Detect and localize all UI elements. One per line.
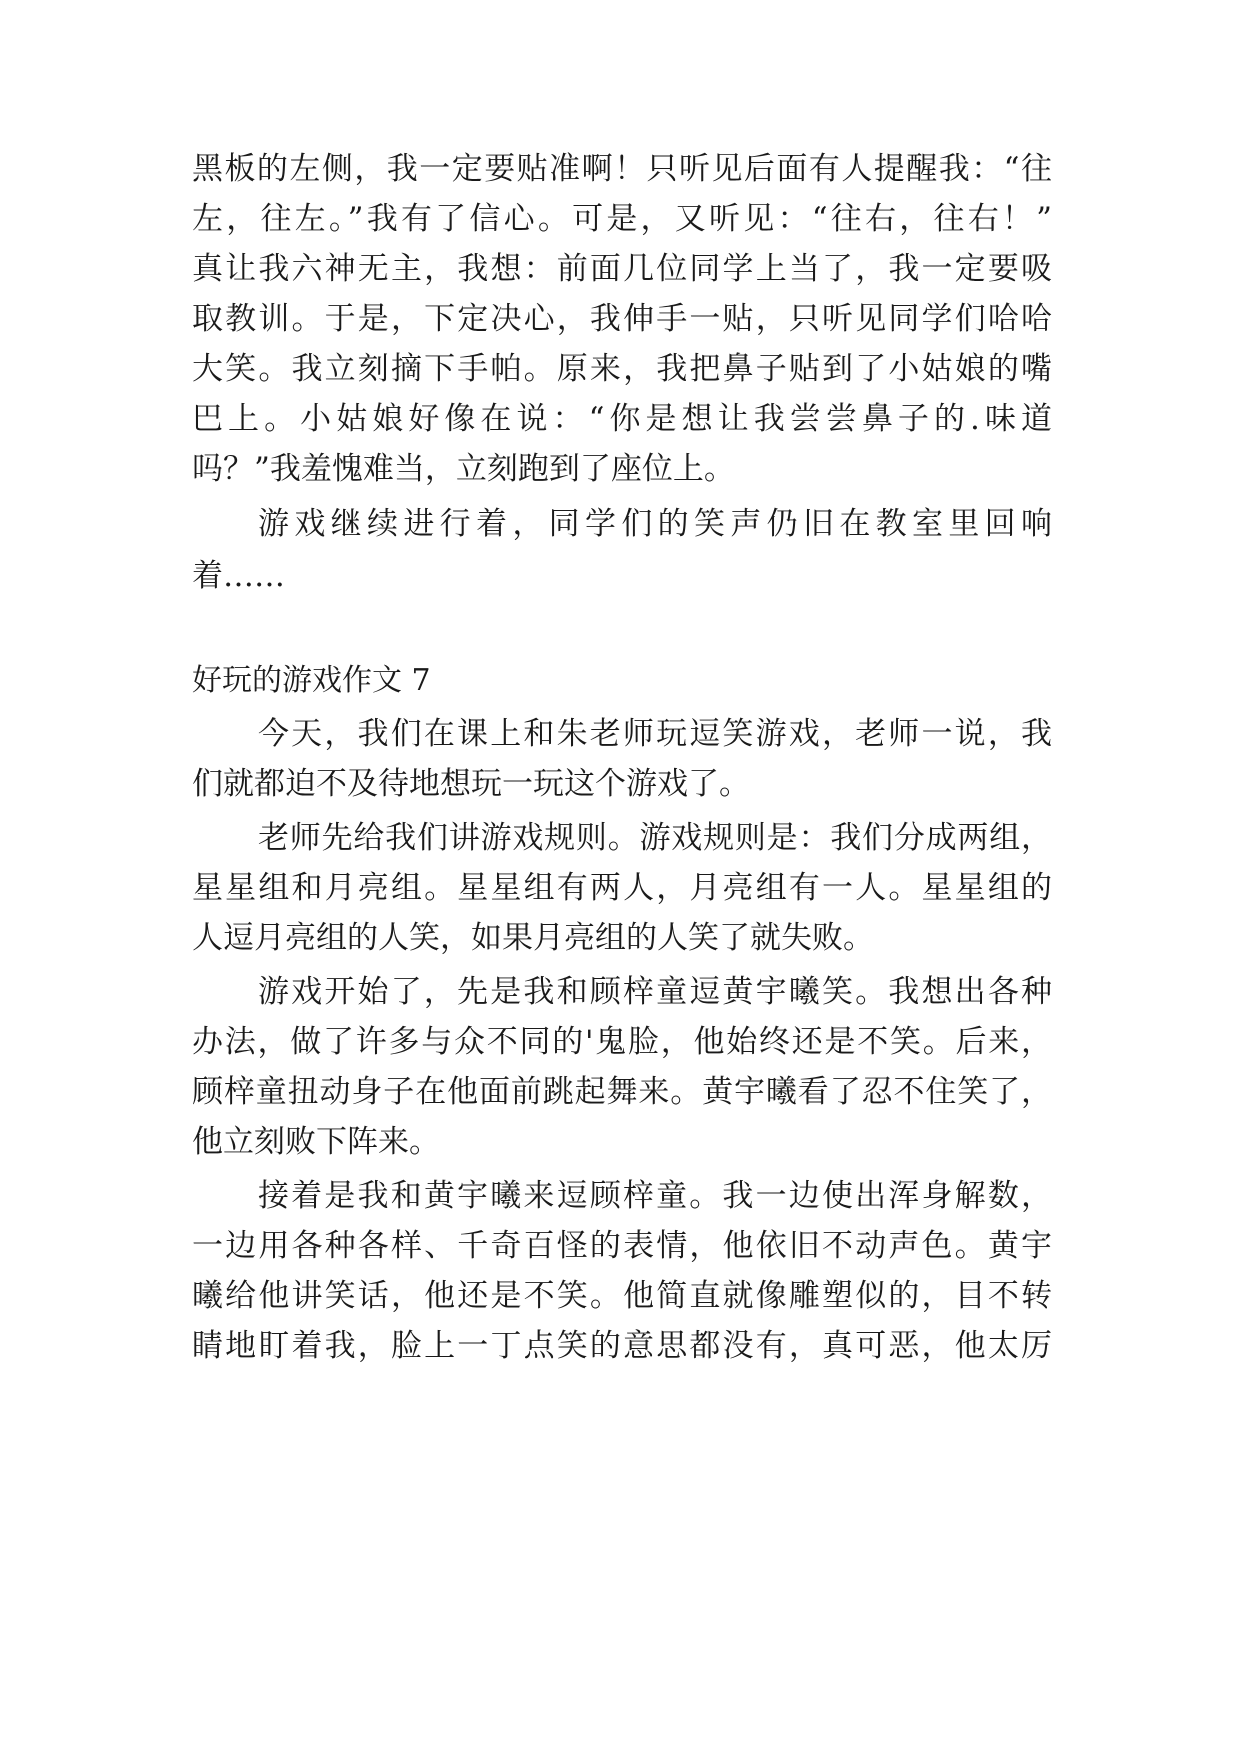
paragraph-line: 着……	[192, 558, 285, 594]
paragraph-line: 一边用各种各样、千奇百怪的表情，他依旧不动声色。黄宇	[192, 1228, 1052, 1264]
paragraph-line: 巴上。小姑娘好像在说：“你是想让我尝尝鼻子的.味道	[192, 401, 1052, 437]
essay-title: 好玩的游戏作文 7	[192, 663, 431, 698]
paragraph-line: 游戏开始了，先是我和顾梓童逗黄宇曦笑。我想出各种	[258, 974, 1052, 1010]
paragraph-line: 曦给他讲笑话，他还是不笑。他简直就像雕塑似的，目不转	[192, 1278, 1052, 1314]
paragraph-line: 游戏继续进行着，同学们的笑声仍旧在教室里回响	[258, 506, 1052, 542]
paragraph-line: 接着是我和黄宇曦来逗顾梓童。我一边使出浑身解数，	[258, 1178, 1052, 1214]
paragraph-line: 们就都迫不及待地想玩一玩这个游戏了。	[192, 766, 750, 802]
paragraph-line: 真让我六神无主，我想：前面几位同学上当了，我一定要吸	[192, 251, 1052, 287]
paragraph-line: 人逗月亮组的人笑，如果月亮组的人笑了就失败。	[192, 920, 874, 956]
paragraph-line: 大笑。我立刻摘下手帕。原来，我把鼻子贴到了小姑娘的嘴	[192, 351, 1052, 387]
paragraph-line: 黑板的左侧，我一定要贴准啊！只听见后面有人提醒我：“往	[192, 151, 1052, 187]
paragraph-line: 他立刻败下阵来。	[192, 1124, 440, 1160]
paragraph-line: 今天，我们在课上和朱老师玩逗笑游戏，老师一说，我	[258, 716, 1052, 752]
paragraph-line: 睛地盯着我，脸上一丁点笑的意思都没有，真可恶，他太厉	[192, 1328, 1052, 1364]
paragraph-line: 吗？”我羞愧难当，立刻跑到了座位上。	[192, 451, 735, 487]
paragraph-line: 左，往左。”我有了信心。可是，又听见：“往右，往右！”	[192, 201, 1052, 237]
paragraph-line: 顾梓童扭动身子在他面前跳起舞来。黄宇曦看了忍不住笑了，	[192, 1074, 1052, 1110]
paragraph-line: 老师先给我们讲游戏规则。游戏规则是：我们分成两组，	[258, 820, 1052, 856]
paragraph-line: 办法，做了许多与众不同的'鬼脸，他始终还是不笑。后来，	[192, 1024, 1052, 1060]
paragraph-line: 星星组和月亮组。星星组有两人，月亮组有一人。星星组的	[192, 870, 1052, 906]
paragraph-line: 取教训。于是，下定决心，我伸手一贴，只听见同学们哈哈	[192, 301, 1052, 337]
